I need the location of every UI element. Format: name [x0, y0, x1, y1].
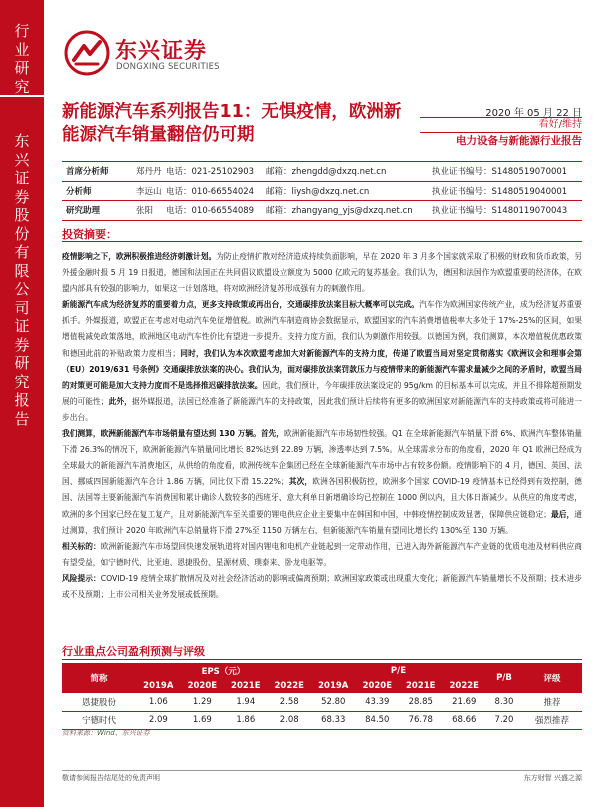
summary-text: 欧洲新能源汽车市场望回快速发展轨道将对国内锂电和电机产业链起到一定带动作用，已进入海外新能源汽车产业链的优质电池及材料供应商有望受益，如宁德时代、比亚迪、恩捷股份、星源材质、璞泰来、卧龙电驱等。	[62, 541, 582, 567]
cell-pe: 84.50	[356, 711, 399, 729]
industry-label: 电力设备与新能源行业报告	[420, 132, 582, 150]
cell-pe: 68.66	[442, 711, 486, 729]
summary-bold: 新能源汽车成为经济复苏的重要着力点，更多支持政策或再出台，交通碳排放法案目标大概率可以完成。	[62, 300, 420, 310]
summary-body	[62, 249, 582, 603]
report-title: 新能源汽车系列报告11：无惧疫情，欧洲新能源汽车销量翻倍仍可期	[62, 102, 402, 145]
cell-eps: 2.58	[268, 693, 311, 711]
cell-rating: 推荐	[522, 693, 582, 711]
company-logo	[64, 30, 224, 76]
cell-pb: 7.20	[486, 711, 522, 729]
analyst-row	[62, 162, 582, 182]
analyst-license: 执业证书编号：S1480519070001	[432, 167, 568, 178]
table-header-row	[62, 663, 582, 678]
summary-paragraph	[62, 539, 582, 571]
analyst-license: 执业证书编号：S1480519040001	[432, 186, 568, 197]
cell-eps: 1.29	[181, 693, 224, 711]
forecast-table	[62, 663, 582, 730]
header-year: 2020E	[181, 678, 224, 693]
footer-slogan: 东方财智 兴盛之源	[523, 774, 582, 782]
header-year: 2019A	[311, 678, 356, 693]
analyst-phone: 电话：010-66554089	[166, 206, 255, 217]
cell-pe: 68.33	[311, 711, 356, 729]
header-eps: EPS（元）	[136, 663, 311, 678]
cell-pe: 43.39	[356, 693, 399, 711]
summary-bold: 最后，	[550, 509, 575, 519]
sidebar-top-block	[0, 0, 44, 97]
header-year: 2022E	[442, 678, 486, 693]
analyst-name: 张阳	[136, 206, 154, 217]
summary-text: 欧洲各国积极防控，欧洲多个国家 COVID-19 疫情基本已经得到有效控制，德国、法国等主要新能源汽车消费国和累计确诊人数较多的西班牙、意大利单日新增确诊均已控制在 1000 例以内，且大体日渐减少。从供应的角度考虑，欧洲的多个国家已经在复工复产，且对新能源汽车至关重要的锂电供应企业主要集中在韩国和中国，中韩疫情控制成效显著，保障供应链稳定；	[62, 477, 582, 519]
summary-paragraph	[62, 571, 582, 603]
analyst-phone: 电话：021-25102903	[166, 167, 255, 178]
summary-text: 欧洲新能源汽车市场韧性较强。Q1 在全球新能源汽车销量下滑 6%、欧洲汽车整体销量下滑 26.3%的情况下，欧洲新能源汽车销量同比增长 82%达到 22.89 万辆，渗透率达到 7.5%。从全球需求分布的角度看，2020 年 Q1 欧洲已经成为全球最大的新能源汽车消费地区，从供给的角度看，欧洲传统车企集团已经在全球新能源汽车市场中占有较多份额。疫情影响下的 4 月，德国、英国、法国、挪威四国新能源汽车合计 1.86 万辆，同比仅下滑 15.22%；	[62, 429, 582, 487]
summary-bold: 此外，	[108, 396, 132, 406]
sidebar-top-label: 行业研究	[14, 22, 30, 96]
summary-text: 汽车作为欧洲国家传统产业，成为经济复苏重要抓手。外媒报道，欧盟正在考虑对电动汽车免征增值税。欧洲汽车制造商协会数据显示，欧盟国家的汽车消费增值税率大多处于 17%-25%的区间，如果增值税减免政策落地，欧洲地区电动汽车性价比有望进一步提升。支持力度方面，我们认为刺激作用较强。以德国为例，我们测算，本次增值税优惠政策和德国此前的补贴政策力度相当；	[62, 300, 582, 358]
header-pb: P/B	[486, 663, 522, 693]
header-rating: 评级	[522, 663, 582, 693]
table-row	[62, 693, 582, 711]
footer-divider	[62, 770, 582, 771]
summary-paragraph	[62, 426, 582, 539]
sidebar-company-label: 东兴证券股份有限公司证券研究报告	[14, 132, 30, 428]
table-row	[62, 711, 582, 729]
summary-bold: 疫情影响之下，欧洲积极推进经济刺激计划。	[62, 252, 217, 261]
summary-paragraph	[62, 249, 582, 297]
cell-eps: 2.08	[268, 711, 311, 729]
analyst-email[interactable]: 邮箱：zhengdd@dxzq.net.cn	[266, 167, 387, 178]
cell-rating: 强烈推荐	[522, 711, 582, 729]
cell-eps: 1.69	[181, 711, 224, 729]
analyst-name: 郑丹丹	[136, 167, 162, 178]
sidebar	[0, 0, 44, 807]
summary-text: 为防止疫情扩散对经济造成持续负面影响，早在 2020 年 3 月多个国家就采取了积极的财政和货币政策，另外援金融时报 5 月 19 日报道，德国和法国正在共同倡议欧盟设立额度为 5000 亿欧元的复苏基金。我们认为，德国和法国作为欧盟重要的经济体，在欧盟内部具有较强的影响力，如果这一计划落地，将对欧洲经济复苏形成强有力的刺激作用。	[62, 252, 582, 294]
summary-text: 通过测算，我们预计 2020 年欧洲汽车总销量将下滑 27%至 1150 万辆左右，但新能源汽车销量有望同比增长约 130%至 130 万辆。	[62, 509, 582, 535]
summary-divider	[62, 241, 582, 242]
summary-text: 因此，我们预计，今年碳排放法案设定的 95g/km 的目标基本可以完成，并且不排除超预期发展的可能性；	[62, 380, 582, 406]
forecast-table-title: 行业重点公司盈利预测与评级	[62, 645, 205, 658]
cell-eps: 1.86	[224, 711, 267, 729]
summary-bold: 我们测算，欧洲新能源汽车市场销量有望达到 130 万辆。首先，	[62, 429, 284, 439]
cell-name: 恩捷股份	[62, 693, 136, 711]
logo-text-en: DONGXING SECURITIES	[116, 62, 220, 72]
analyst-license: 执业证书编号：S1480119070043	[432, 206, 568, 217]
cell-pe: 28.85	[399, 693, 442, 711]
header-year: 2021E	[224, 678, 267, 693]
header-year: 2021E	[399, 678, 442, 693]
cell-eps: 2.09	[136, 711, 181, 729]
analyst-role: 首席分析师	[66, 167, 109, 178]
summary-bold: 风险提示：	[62, 573, 101, 583]
header-year: 2020E	[356, 678, 399, 693]
summary-heading: 投资摘要：	[62, 228, 117, 241]
summary-bold: 相关标的：	[62, 541, 101, 551]
summary-bold: 同时，我们认为本次欧盟考虑加大对新能源汽车的支持力度，传递了欧盟当局对坚定贯彻落实《欧洲议会和理事会第（EU）2019/631 号条例》交通碳排放法案的决心。我们认为，面对碳排放法案罚款压力与疫情带来的新能源汽车需求量减少之间的矛盾时，欧盟当局的对策更可能是加大支持力度而不是选择推迟碳排放法案。	[62, 348, 582, 390]
logo-mark-icon	[64, 30, 110, 76]
table-source-note: 资料来源：Wind、东兴证券	[62, 729, 150, 737]
logo-text-cn: 东兴证券	[115, 39, 208, 64]
cell-pe: 21.69	[442, 693, 486, 711]
header-year: 2022E	[268, 678, 311, 693]
rating-label: 看好/维持	[538, 119, 582, 130]
analyst-role: 分析师	[66, 186, 92, 197]
summary-bold: 其次，	[288, 477, 313, 487]
cell-pe: 76.78	[399, 711, 442, 729]
cell-name: 宁德时代	[62, 711, 136, 729]
analyst-name: 李远山	[136, 186, 162, 197]
analyst-email[interactable]: 邮箱：zhangyang_yjs@dxzq.net.cn	[266, 206, 413, 217]
analyst-table	[62, 161, 582, 221]
cell-eps: 1.06	[136, 693, 181, 711]
footer-disclaimer: 敬请参阅报告结尾处的免责声明	[62, 774, 160, 782]
analyst-role: 研究助理	[66, 206, 101, 217]
summary-text: 据外媒报道，法国已经准备了新能源汽车的支持政策，因此我们预计后续将有更多的欧洲国家对新能源汽车的支持政策或将可能进一步出台。	[62, 396, 582, 422]
cell-eps: 1.94	[224, 693, 267, 711]
analyst-row	[62, 201, 582, 221]
summary-paragraph	[62, 297, 582, 426]
analyst-phone: 电话：010-66554024	[166, 186, 255, 197]
analyst-row	[62, 182, 582, 202]
summary-text: COVID-19 疫情全球扩散情况及对社会经济活动的影响或偏离预期；欧洲国家政策或出现重大变化；新能源汽车销量增长不及预期；技术进步或不及预期；上市公司相关业务发展或低预期。	[62, 573, 582, 599]
analyst-email[interactable]: 邮箱：liysh@dxzq.net.cn	[266, 186, 370, 197]
report-date: 2020 年 05 月 22 日	[485, 108, 582, 119]
header-name: 简称	[62, 663, 136, 693]
rating-block	[420, 117, 582, 150]
header-year: 2019A	[136, 678, 181, 693]
cell-pb: 8.30	[486, 693, 522, 711]
forecast-table-divider	[62, 659, 582, 660]
cell-pe: 52.80	[311, 693, 356, 711]
header-pe: P/E	[311, 663, 486, 678]
